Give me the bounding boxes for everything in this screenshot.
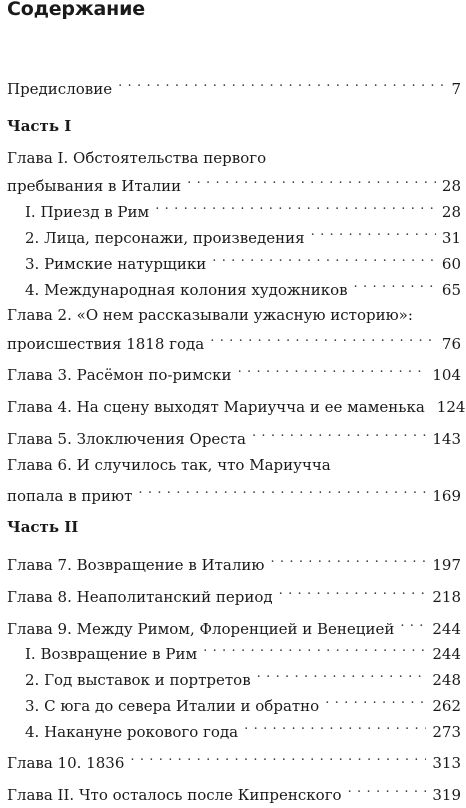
- dot-leader: [118, 72, 445, 94]
- toc-entry-title: 3. Римские натурщики: [25, 255, 207, 273]
- toc-entry-title: 3. С юга до севера Италии и обратно: [25, 697, 320, 715]
- toc-entry-section[interactable]: [25, 221, 461, 247]
- toc-page-number: 273: [432, 723, 461, 741]
- toc-entry-section[interactable]: [25, 689, 461, 715]
- toc-entry-title: Глава 10. 1836: [7, 754, 125, 772]
- dot-leader: [257, 663, 427, 685]
- toc-page-number: 28: [441, 177, 461, 195]
- toc-page-number: 197: [432, 556, 461, 574]
- toc-page-number: 65: [441, 281, 461, 299]
- toc-entry-line1[interactable]: Глава I. Обстоятельства первого: [7, 149, 267, 167]
- toc-entry-title: Предисловие: [7, 80, 113, 98]
- toc-entry-title: Глава 7. Возвращение в Италию: [7, 556, 265, 574]
- toc-page-number: 313: [432, 754, 461, 772]
- toc-page-number: 76: [441, 335, 461, 353]
- toc-page-number: 143: [432, 430, 461, 448]
- toc-entry-title: Глава 4. На сцену выходят Мариучча и ее маменька: [7, 398, 425, 416]
- toc-page-number: 28: [441, 203, 461, 221]
- toc-entry-chapter[interactable]: [7, 390, 466, 416]
- toc-entry-title: пребывания в Италии: [7, 177, 182, 195]
- toc-entry-title: 2. Лица, персонажи, произведения: [25, 229, 305, 247]
- toc-entry-title: происшествия 1818 года: [7, 335, 205, 353]
- toc-entry-section[interactable]: [25, 195, 461, 221]
- dot-leader: [244, 715, 426, 737]
- dot-leader: [187, 169, 436, 191]
- dot-leader: [238, 358, 427, 380]
- dot-leader: [138, 479, 426, 501]
- part-heading: Часть II: [7, 518, 79, 536]
- toc-entry-title: I. Приезд в Рим: [25, 203, 150, 221]
- toc-entry-section[interactable]: [25, 247, 461, 273]
- toc-entry-section[interactable]: [25, 663, 461, 689]
- toc-entry-title: Глава 3. Расёмон по-римски: [7, 366, 232, 384]
- toc-page-number: 31: [441, 229, 461, 247]
- toc-entry-chapter[interactable]: [7, 358, 461, 384]
- toc-page-number: 319: [432, 786, 461, 804]
- dot-leader: [354, 273, 436, 295]
- toc-entry-line1[interactable]: Глава 2. «О нем рассказывали ужасную историю»:: [7, 306, 413, 324]
- toc-entry-chapter[interactable]: [7, 422, 461, 448]
- dot-leader: [348, 778, 427, 800]
- toc-entry-title: 4. Накануне рокового года: [25, 723, 239, 741]
- dot-leader: [270, 548, 426, 570]
- dot-leader: [325, 689, 426, 711]
- toc-page-number: 262: [432, 697, 461, 715]
- dot-leader: [279, 580, 427, 602]
- toc-entry-title: Глава 8. Неаполитанский период: [7, 588, 273, 606]
- toc-page-number: 7: [451, 80, 461, 98]
- toc-entry-chapter[interactable]: [7, 580, 461, 606]
- toc-entry-title: I. Возвращение в Рим: [25, 645, 198, 663]
- toc-entry-title: Глава II. Что осталось после Кипренского: [7, 786, 342, 804]
- toc-entry-chapter[interactable]: [7, 778, 461, 804]
- toc-entry-title: Глава 5. Злоключения Ореста: [7, 430, 246, 448]
- toc-page-number: 248: [432, 671, 461, 689]
- dot-leader: [210, 327, 436, 349]
- toc-page-number: 218: [432, 588, 461, 606]
- toc-entry-title: Глава 9. Между Римом, Флоренцией и Венецией: [7, 620, 395, 638]
- toc-entry-preface[interactable]: [7, 72, 461, 98]
- toc-entry-section[interactable]: [25, 715, 461, 741]
- dot-leader: [252, 422, 426, 444]
- toc-page-number: 124: [436, 398, 466, 416]
- toc-entry-title: 4. Международная колония художников: [25, 281, 348, 299]
- toc-entry-chapter[interactable]: [7, 479, 461, 505]
- toc-entry-section[interactable]: [25, 637, 461, 663]
- toc-entry-title: попала в приют: [7, 487, 133, 505]
- dot-leader: [130, 746, 426, 768]
- dot-leader: [311, 221, 436, 243]
- toc-page-number: 244: [432, 620, 461, 638]
- dot-leader: [400, 612, 426, 634]
- toc-entry-chapter[interactable]: [7, 548, 461, 574]
- page-title: Содержание: [7, 0, 145, 20]
- toc-page-number: 60: [441, 255, 461, 273]
- toc-entry-section[interactable]: [25, 273, 461, 299]
- part-heading: Часть I: [7, 117, 72, 135]
- toc-entry-chapter[interactable]: [7, 746, 461, 772]
- toc-page-number: 104: [432, 366, 461, 384]
- toc-entry-line1[interactable]: Глава 6. И случилось так, что Мариучча: [7, 456, 331, 474]
- toc-entry-chapter[interactable]: [7, 612, 461, 638]
- dot-leader: [203, 637, 426, 659]
- toc-entry-chapter[interactable]: [7, 327, 461, 353]
- dot-leader: [212, 247, 436, 269]
- toc-entry-title: 2. Год выставок и портретов: [25, 671, 251, 689]
- dot-leader: [155, 195, 436, 217]
- toc-entry-chapter[interactable]: [7, 169, 461, 195]
- toc-page-number: 169: [432, 487, 461, 505]
- toc-page-number: 244: [432, 645, 461, 663]
